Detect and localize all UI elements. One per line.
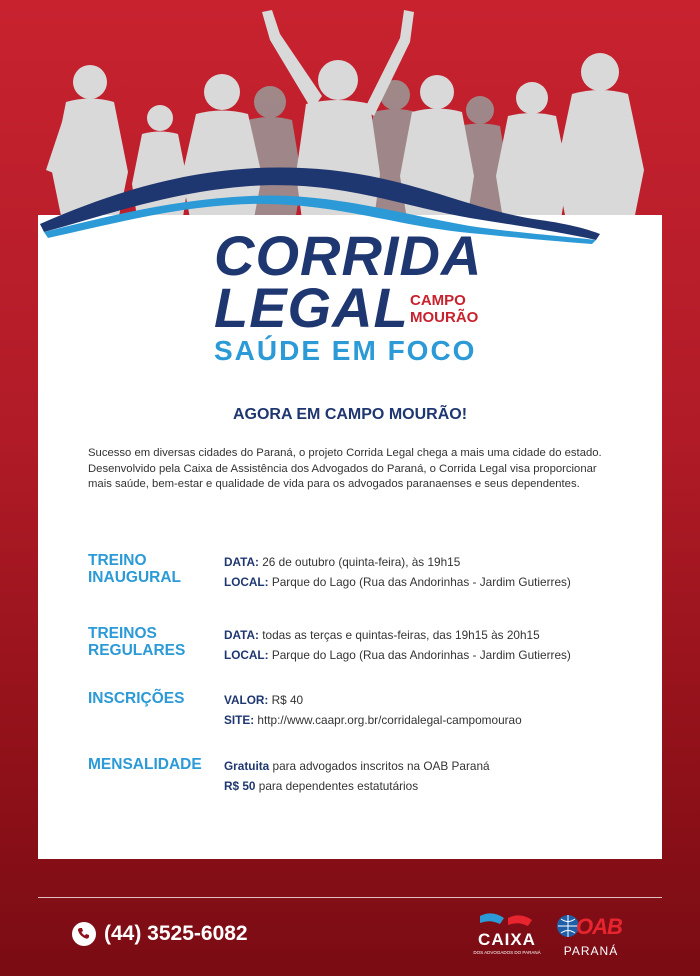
section-details xyxy=(224,625,644,665)
detail-label: LOCAL: xyxy=(224,575,269,589)
detail-value: para advogados inscritos na OAB Paraná xyxy=(269,759,490,773)
logo-title-line2: LEGAL xyxy=(214,276,409,339)
detail-label: Gratuita xyxy=(224,759,270,773)
logo-city xyxy=(410,292,478,326)
caixa-sublabel: DOS ADVOGADOS DO PARANÁ xyxy=(473,950,541,955)
section-title-line2: INAUGURAL xyxy=(88,569,181,586)
section-title-line1: MENSALIDADE xyxy=(88,756,202,773)
section-title xyxy=(88,756,228,773)
detail-label: DATA: xyxy=(224,628,259,642)
section-title-line1: INSCRIÇÕES xyxy=(88,690,185,707)
detail-label: VALOR: xyxy=(224,693,269,707)
detail-date xyxy=(224,625,644,645)
headline: AGORA EM CAMPO MOURÃO! xyxy=(232,406,468,423)
section-title-line1: TREINOS xyxy=(88,625,157,642)
detail-value: Parque do Lago (Rua das Andorinhas - Jardim Gutierres) xyxy=(268,575,571,589)
logo-city-line2: MOURÃO xyxy=(410,309,479,326)
caixa-logo-mark xyxy=(472,912,542,932)
detail-value: todas as terças e quintas-feiras, das 19h15 às 20h15 xyxy=(258,628,540,642)
section-details xyxy=(224,690,644,730)
detail-dependents xyxy=(224,776,644,796)
detail-value: R$ 40 xyxy=(268,693,304,707)
detail-value: Parque do Lago (Rua das Andorinhas - Jardim Gutierres) xyxy=(268,648,571,662)
detail-value: para dependentes estatutários xyxy=(255,779,419,793)
detail-location xyxy=(224,645,644,665)
corrida-legal-logo xyxy=(214,224,514,368)
section-details xyxy=(224,552,644,592)
section-title-line2: REGULARES xyxy=(88,642,186,659)
detail-value: 26 de outubro (quinta-feira), às 19h15 xyxy=(258,555,461,569)
detail-label: SITE: xyxy=(224,713,255,727)
oab-label: OAB xyxy=(576,914,622,939)
phone-number: (44) 3525-6082 xyxy=(104,922,248,945)
detail-label: R$ 50 xyxy=(224,779,256,793)
detail-label: LOCAL: xyxy=(224,648,269,662)
oab-state-label: PARANÁ xyxy=(563,944,619,958)
detail-label: DATA: xyxy=(224,555,259,569)
footer-divider xyxy=(38,897,662,898)
section-details xyxy=(224,756,644,796)
section-title xyxy=(88,625,218,659)
detail-location xyxy=(224,572,644,592)
detail-date xyxy=(224,552,644,572)
section-title-line1: TREINO xyxy=(88,552,147,569)
intro-paragraph: Sucesso em diversas cidades do Paraná, o projeto Corrida Legal chega a mais uma cidade do estado. Desenvolvido pela Caixa de Assistência dos Advogados do Paraná, o Corrida Legal visa proporcionar mais saúde, bem-estar e qualidade de vida para os advogados paranaenses e seus dependentes. xyxy=(88,447,602,490)
logo-title-line1: CORRIDA xyxy=(214,224,483,287)
phone-icon xyxy=(72,922,96,946)
detail-price xyxy=(224,690,644,710)
caixa-logo xyxy=(472,912,542,964)
logo-subtitle: SAÚDE EM FOCO xyxy=(214,335,477,366)
caixa-label: CAIXA xyxy=(478,930,536,949)
phone-contact[interactable] xyxy=(72,922,248,946)
detail-site[interactable] xyxy=(224,710,644,730)
detail-free xyxy=(224,756,644,776)
site-link[interactable]: http://www.caapr.org.br/corridalegal-campomourao xyxy=(254,713,522,727)
section-title xyxy=(88,690,218,707)
section-title xyxy=(88,552,218,586)
oab-parana-logo xyxy=(556,910,626,964)
logo-city-line1: CAMPO xyxy=(410,292,466,309)
